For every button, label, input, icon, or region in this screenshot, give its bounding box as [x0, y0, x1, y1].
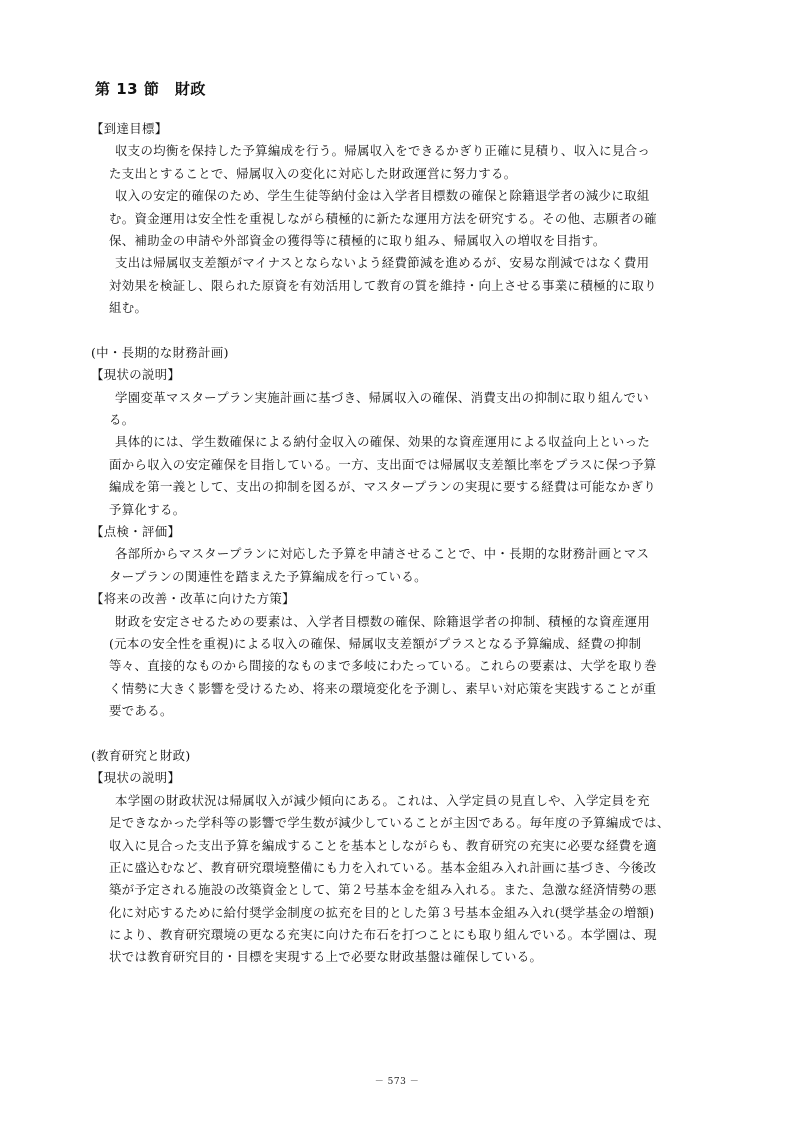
paragraph-line: 正に盛込むなど、教育研究環境整備にも力を入れている。基本金組み入れ計画に基づき、今後改	[109, 859, 657, 875]
paragraph-line: 具体的には、学生数確保による納付金収入の確保、効果的な資産運用による収益向上といった	[115, 434, 651, 450]
paragraph-line: 対効果を検証し、限られた原資を有効活用して教育の質を維持・向上させる事業に積極的に取り	[109, 277, 657, 293]
heading-current-status: 【現状の説明】	[91, 770, 181, 786]
paragraph-line: 予算化する。	[109, 501, 186, 517]
heading-goals: 【到達目標】	[91, 121, 168, 136]
paragraph-line: 編成を第一義として、支出の抑制を図るが、マスタープランの実現に要する経費は可能なかぎり	[109, 479, 656, 495]
paragraph-line: 保、補助金の申請や外部資金の獲得等に積極的に取り組み、帰属収入の増収を目指す。	[109, 232, 606, 248]
paragraph-line: く情勢に大きく影響を受けるため、将来の環境変化を予測し、素早い対応策を実践することが重	[109, 680, 657, 696]
paragraph-line: 面から収入の安定確保を目指している。一方、支出面では帰属収支差額比率をプラスに保つ予算	[109, 456, 657, 472]
paragraph-line: る。	[109, 412, 135, 428]
spacer	[97, 723, 709, 745]
paragraph-line: 収支の均衡を保持した予算編成を行う。帰属収入をできるかぎり正確に見積り、収入に見合っ	[115, 143, 651, 159]
document-body	[91, 118, 709, 969]
page-number: － 573 －	[374, 1077, 420, 1087]
paragraph-line: 状では教育研究目的・目標を実現する上で必要な財政基盤は確保している。	[109, 949, 543, 965]
paragraph-line: 要である。	[109, 703, 173, 719]
paragraph-line: 支出は帰属収支差額がマイナスとならないよう経費節減を進めるが、安易な削減ではなく費用	[115, 255, 650, 271]
paragraph-line: 収入に見合った支出予算を編成することを基本としながらも、教育研究の充実に必要な経費を適	[109, 837, 657, 853]
heading-current-status: 【現状の説明】	[91, 367, 181, 383]
paragraph-line: 築が予定される施設の改築資金として、第２号基本金を組み入れる。また、急激な経済情勢の悪	[109, 882, 657, 898]
paragraph-line: 収入の安定的確保のため、学生生徒等納付金は入学者目標数の確保と除籍退学者の減少に取組	[115, 188, 650, 204]
paragraph-line: た支出とすることで、帰属収入の変化に対応した財政運営に努力する。	[109, 165, 517, 181]
spacer	[97, 320, 709, 342]
paragraph-line: タープランの関連性を踏まえた予算編成を行っている。	[109, 568, 427, 584]
paragraph-line: む。資金運用は安全性を重視しながら積極的に新たな運用方法を研究する。その他、志願者の確	[109, 210, 657, 226]
paragraph-line: により、教育研究環境の更なる充実に向けた布石を打つことにも取り組んでいる。本学園は、現	[109, 927, 657, 943]
paragraph-line: 足できなかった学科等の影響で学生数が減少していることが主因である。毎年度の予算編成では、	[109, 815, 670, 831]
paragraph-line: 化に対応するために給付奨学金制度の拡充を目的とした第３号基本金組み入れ(奨学基金の増額)	[109, 904, 655, 920]
paragraph-line: 本学園の財政状況は帰属収入が減少傾向にある。これは、入学定員の見直しや、入学定員を充	[115, 792, 650, 808]
paragraph-line: 組む。	[109, 300, 148, 316]
paragraph-line: (元本の安全性を重視)による収入の確保、帰属収支差額がプラスとなる予算編成、経費の抑制	[109, 635, 642, 651]
paragraph-line: 等々、直接的なものから間接的なものまで多岐にわたっている。これらの要素は、大学を取り巻	[109, 658, 657, 674]
topic-education-finance: (教育研究と財政)	[91, 747, 191, 763]
paragraph-line: 各部所からマスタープランに対応した予算を申請させることで、中・長期的な財務計画とマス	[115, 546, 650, 562]
heading-future-measures: 【将来の改善・改革に向けた方策】	[91, 591, 295, 607]
topic-financial-plan: (中・長期的な財務計画)	[91, 344, 229, 360]
section-title: 第 13 節 財政	[95, 80, 206, 98]
paragraph-line: 財政を安定させるための要素は、入学者目標数の確保、除籍退学者の抑制、積極的な資産運用	[115, 613, 651, 629]
heading-evaluation: 【点検・評価】	[91, 524, 181, 540]
paragraph-line: 学園変革マスタープラン実施計画に基づき、帰属収入の確保、消費支出の抑制に取り組んでい	[115, 389, 649, 405]
